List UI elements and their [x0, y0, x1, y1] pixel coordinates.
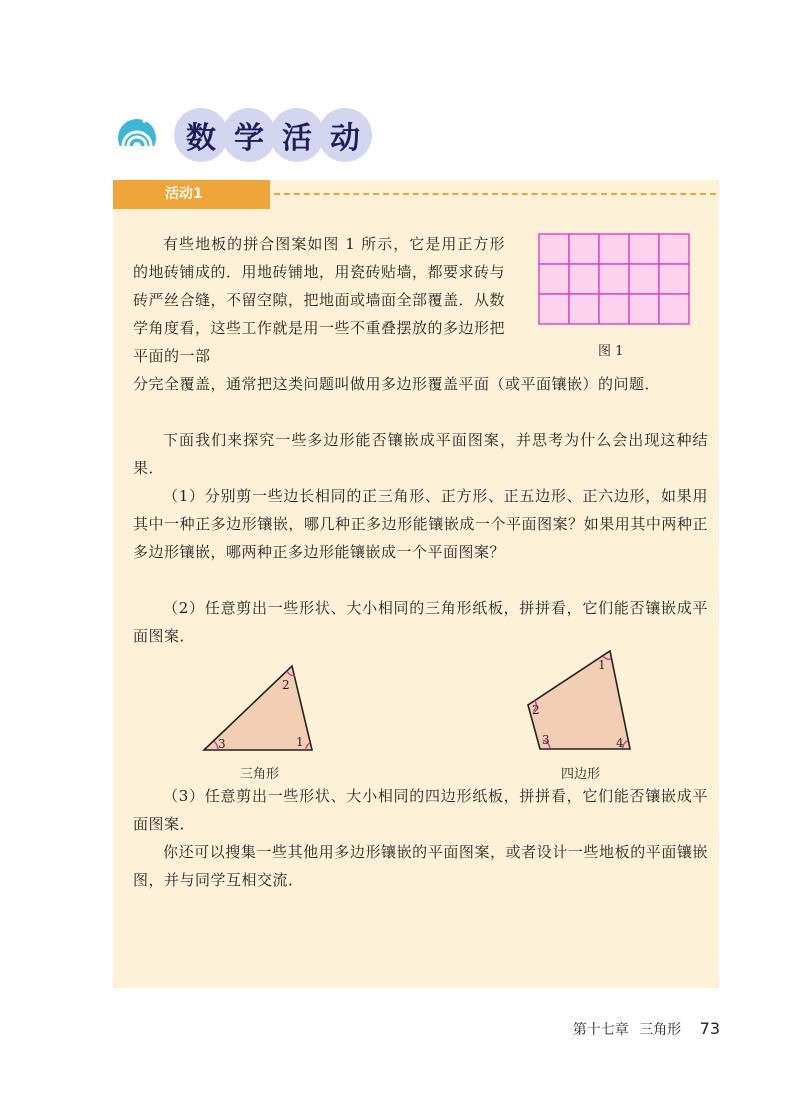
footer-section: 三角形 [639, 1022, 682, 1038]
figure-1-caption: 图 1 [598, 344, 624, 359]
paragraph-question-3: （3）任意剪出一些形状、大小相同的四边形纸板，拼拼看，它们能否镶嵌成平面图案． [133, 787, 708, 833]
quadrilateral-caption: 四边形 [561, 767, 601, 782]
quad-angle-3: 3 [542, 733, 550, 747]
title-char: 学 [222, 108, 276, 162]
grid-tile [569, 294, 599, 324]
grid-tile [539, 234, 569, 264]
triangle-angle-3: 3 [218, 737, 226, 751]
title-char: 数 [174, 108, 228, 162]
tag-dashed-line [274, 193, 716, 195]
activity-logo-icon [113, 112, 161, 156]
grid-tile [629, 264, 659, 294]
quad-angle-1: 1 [598, 658, 606, 672]
page-footer [567, 1019, 720, 1039]
page-title [174, 108, 366, 162]
page-number: 73 [699, 1019, 720, 1038]
grid-tile [659, 264, 689, 294]
title-char: 动 [318, 108, 372, 162]
grid-tile [599, 294, 629, 324]
paragraph-question-1: （1）分别剪一些边长相同的正三角形、正方形、正五边形、正六边形，如果用其中一种正多边形镶嵌，哪几种正多边形能镶嵌成一个平面图案？如果用其中两种正多边形镶嵌，哪两种正多边形能镶嵌成一个平面图案？ [133, 487, 708, 561]
grid-tile [599, 264, 629, 294]
grid-tile [659, 234, 689, 264]
grid-tile [599, 234, 629, 264]
title-char: 活 [270, 108, 324, 162]
paragraph-closing: 你还可以搜集一些其他用多边形镶嵌的平面图案，或者设计一些地板的平面镶嵌图，并与同学互相交流． [133, 843, 708, 889]
quadrilateral-figure [520, 645, 640, 755]
grid-tile [659, 294, 689, 324]
paragraph-question-2: （2）任意剪出一些形状、大小相同的三角形纸板，拼拼看，它们能否镶嵌成平面图案． [133, 599, 708, 645]
paragraph-intro-continued: 分完全覆盖，通常把这类问题叫做用多边形覆盖平面（或平面镶嵌）的问题． [133, 375, 661, 393]
triangle-angle-1: 1 [296, 735, 304, 749]
paragraph-explore: 下面我们来探究一些多边形能否镶嵌成平面图案，并思考为什么会出现这种结果． [133, 431, 708, 477]
grid-tile [629, 234, 659, 264]
quad-angle-4: 4 [616, 736, 624, 750]
grid-tile [629, 294, 659, 324]
grid-tile [569, 234, 599, 264]
quad-angle-2: 2 [532, 703, 540, 717]
triangle-caption: 三角形 [240, 767, 280, 782]
grid-tile [569, 264, 599, 294]
grid-tile [539, 294, 569, 324]
figure-1-grid [538, 233, 690, 325]
grid-tile [539, 264, 569, 294]
paragraph-intro: 有些地板的拼合图案如图 1 所示，它是用正方形的地砖铺成的．用地砖铺地，用瓷砖贴墙，都要求砖与砖严丝合缝，不留空隙，把地面或墙面全部覆盖．从数学角度看，这些工作就是用一些不重叠摆放的多边形把平面的一部 [133, 235, 506, 365]
triangle-angle-2: 2 [282, 678, 290, 692]
triangle-figure [196, 660, 326, 760]
activity-tag: 活动1 [113, 180, 270, 209]
footer-chapter: 第十七章 [572, 1022, 629, 1038]
